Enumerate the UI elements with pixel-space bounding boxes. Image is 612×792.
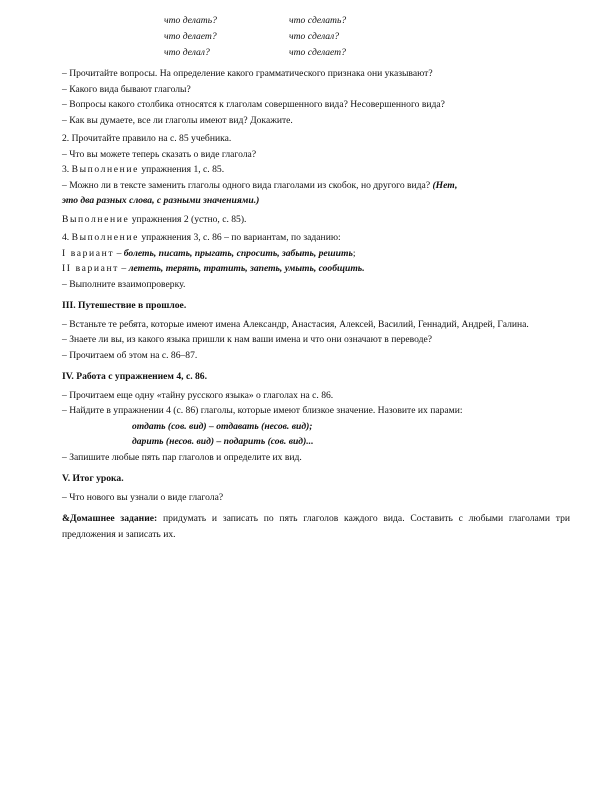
homework-paragraph [62,511,570,542]
verb-pairs [62,419,570,450]
verb-pair: дарить (несов. вид) – подарить (сов. вид)... [132,436,314,447]
section-heading: III. Путешествие в прошлое. [62,300,187,311]
question-line: – Какого вида бывают глаголы? [62,83,191,95]
section-heading: V. Итог урока. [62,473,124,484]
question-line: – Вопросы какого столбика относятся к глаголам совершенного вида? Несовершенного вида? [62,99,445,110]
section-heading: IV. Работа с упражнением 4, с. 86. [62,371,207,382]
question-cell: что делает? [164,31,217,42]
question-row [164,13,346,29]
task-keyword: Выполнение [62,213,130,225]
task-line [62,212,570,228]
verb-pair: отдать (сов. вид) – отдавать (несов. вид); [132,420,313,432]
question-cell: что сделать? [289,15,347,26]
task-text: упражнения 1, с. 85. [138,164,225,175]
variant-words: болеть, писать, прыгать, спросить, забыть, решить [123,247,353,259]
question-line: – Как вы думаете, все ли глаголы имеют вид? Докажите. [62,114,293,126]
variant-label: I вариант [62,247,115,259]
question-line: – Что нового вы узнали о виде глагола? [62,491,224,503]
task-line: 2. Прочитайте правило на с. 85 учебника. [62,133,232,144]
question-row [164,45,346,61]
question-line: – Найдите в упражнении 4 (с. 86) глаголы, которые имеют близкое значение. Назовите их парами: [62,405,463,416]
task-line [62,162,570,178]
homework-label: &Домашнее задание: [62,513,158,524]
question-text: – Можно ли в тексте заменить глаголы одного вида глаголами из скобок, но другого вида? [62,179,431,191]
task-text: упражнения 2 (устно, с. 85). [129,213,247,225]
question-line: – Прочитаем еще одну «тайну русского языка» о глаголах на с. 86. [62,389,334,401]
task-line [62,230,570,246]
task-text: упражнения 3, с. 86 – по вариантам, по заданию: [138,232,341,243]
answer-line: это два разных слова, с разными значениями.) [62,195,260,206]
question-line: – Прочитаем об этом на с. 86–87. [62,349,198,361]
paragraph: – Встаньте те ребята, которые имеют имена Александр, Анастасия, Алексей, Василий, Геннадий, Андрей, Галина. [62,318,529,330]
question-cell: что делал? [164,47,210,58]
task-number: 3. [62,164,70,175]
task-keyword: Выполнение [71,232,139,243]
question-cell: что делать? [164,15,217,26]
answer-text: (Нет, [430,179,458,191]
variant-words: лететь, терять, тратить, запеть, умыть, сообщить. [128,263,365,274]
question-cell: что сделает? [289,47,346,58]
variant-label: II вариант [62,263,119,274]
question-line [62,178,570,194]
variant-line [62,261,570,277]
question-cell: что сделал? [289,31,340,42]
task-number: 4. [62,232,70,243]
question-line: – Запишите любые пять пар глаголов и определите их вид. [62,451,302,463]
question-line: – Что вы можете теперь сказать о виде глагола? [62,148,257,160]
lesson-body [62,66,570,542]
variant-sep: – [114,247,124,259]
homework-text: придумать и записать по пять глаголов каждого вида. Составить с любыми глаголами три предложения и записать их. [62,513,571,540]
variant-line [62,246,570,262]
task-keyword: Выполнение [71,164,139,175]
question-line: – Выполните взаимопроверку. [62,278,186,290]
question-row [164,29,346,45]
question-line: – Прочитайте вопросы. На определение какого грамматического признака они указывают? [62,68,433,79]
question-table [164,13,346,61]
question-line: – Знаете ли вы, из какого языка пришли к нам ваши имена и что они означают в переводе? [62,334,433,345]
variant-sep: – [118,263,129,274]
variant-end: ; [352,247,356,259]
